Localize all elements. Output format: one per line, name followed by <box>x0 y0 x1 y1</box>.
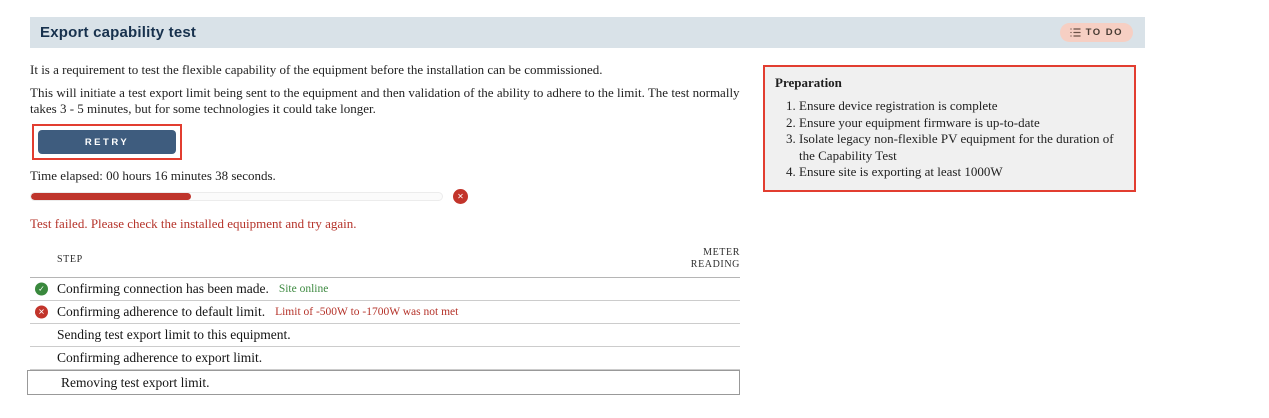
steps-table <box>30 243 740 395</box>
step-label: Confirming adherence to default limit. <box>57 304 266 319</box>
test-panel <box>30 62 740 395</box>
table-row <box>30 301 740 324</box>
x-circle-icon: ✕ <box>35 306 48 319</box>
intro-paragraph-2: This will initiate a test export limit being sent to the equipment and then validation of the ability to adhere to the limit. The test normally takes 3 - 5 minutes, but for some technologies it could take longer. <box>30 85 740 116</box>
table-row <box>31 371 739 394</box>
table-row <box>30 324 740 347</box>
time-elapsed-text: Time elapsed: 00 hours 16 minutes 38 seconds. <box>30 168 276 183</box>
preparation-item: 4. Ensure site is exporting at least 1000W <box>799 164 1122 181</box>
table-row <box>30 347 740 370</box>
step-label: Confirming connection has been made. <box>57 281 269 296</box>
column-header-step: STEP <box>57 253 83 265</box>
steps-table-header <box>30 243 740 278</box>
test-failed-message: Test failed. Please check the installed equipment and try again. <box>30 216 357 231</box>
preparation-list <box>775 98 1122 181</box>
preparation-item: 1. Ensure device registration is complete <box>799 98 1122 115</box>
check-circle-icon: ✓ <box>35 283 48 296</box>
progress-row <box>30 189 740 204</box>
preparation-item: 3. Isolate legacy non-flexible PV equipment for the duration of the Capability Test <box>799 131 1122 164</box>
preparation-title: Preparation <box>775 75 842 90</box>
page-header <box>30 17 1145 48</box>
focused-row-outline <box>27 370 740 395</box>
column-header-meter-reading: METER READING <box>690 247 740 270</box>
todo-list-icon <box>1070 27 1081 38</box>
step-label: Confirming adherence to export limit. <box>57 350 263 365</box>
status-badge[interactable] <box>1060 23 1133 42</box>
intro-paragraph-1: It is a requirement to test the flexible capability of the equipment before the installation can be commissioned. <box>30 62 603 77</box>
page-title: Export capability test <box>40 24 197 41</box>
table-row <box>30 278 740 301</box>
preparation-item: 2. Ensure your equipment firmware is up-to-date <box>799 115 1122 132</box>
progress-bar <box>30 192 443 201</box>
preparation-panel <box>765 67 1134 190</box>
preparation-annotation-box <box>763 65 1136 192</box>
status-badge-label: TO DO <box>1085 27 1123 38</box>
step-label: Sending test export limit to this equipment. <box>57 327 291 342</box>
progress-fill <box>31 193 191 200</box>
retry-button[interactable]: RETRY <box>38 130 176 154</box>
retry-annotation-box <box>32 124 182 160</box>
step-note: Limit of -500W to -1700W was not met <box>275 306 459 318</box>
progress-failed-icon: ✕ <box>453 189 468 204</box>
step-label: Removing test export limit. <box>61 374 210 390</box>
step-note: Site online <box>278 283 329 295</box>
